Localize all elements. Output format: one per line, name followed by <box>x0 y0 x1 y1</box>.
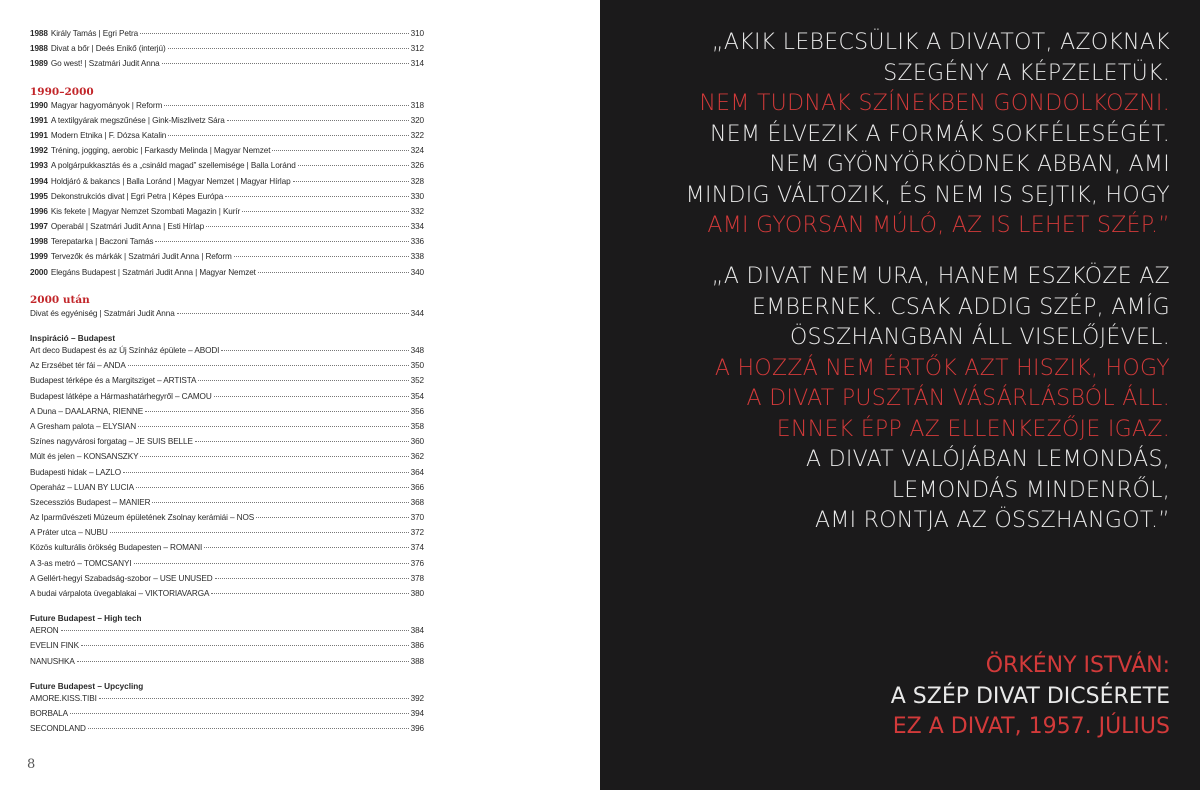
quote-line: A SZÉP DIVAT DICSÉRETE <box>890 683 1170 709</box>
quote-line: EMBERNEK. CSAK ADDIG SZÉP, AMÍG <box>752 294 1170 320</box>
quote-1 <box>686 28 1170 242</box>
toc-entry-year: 1999 <box>30 252 48 262</box>
toc-leader-dots <box>195 441 409 442</box>
quote-line: NEM TUDNAK SZÍNEKBEN GONDOLKOZNI. <box>699 91 1170 116</box>
toc-entry <box>30 407 424 422</box>
toc-leader-dots <box>140 456 408 457</box>
toc-entry-title: Divat a bőr | Deés Enikő (interjú) <box>50 44 166 54</box>
toc-leader-dots <box>221 350 408 351</box>
toc-leader-dots <box>298 165 409 166</box>
toc-entry <box>30 146 424 161</box>
toc-entry <box>30 177 424 192</box>
toc-entry-year: 1993 <box>30 161 48 171</box>
toc-leader-dots <box>88 728 409 729</box>
toc-entry-page: 318 <box>410 100 424 110</box>
toc-leader-dots <box>164 105 408 106</box>
toc-leader-dots <box>256 517 409 518</box>
quote-line: NEM ÉLVEZIK A FORMÁK SOKFÉLESÉGÉT. <box>709 121 1170 147</box>
quote-line: MINDIG VÁLTOZIK, ÉS NEM IS SEJTIK, HOGY <box>685 182 1170 208</box>
toc-entry-year: 1992 <box>30 146 48 156</box>
toc-entry-year: 1988 <box>30 44 48 54</box>
toc-entry-title: A textilgyárak megszűnése | Gink-Miszlivetz Sára <box>50 115 225 125</box>
toc-entry-page: 344 <box>410 308 424 318</box>
toc-entry-title: A Duna – DAALARNA, RIENNE <box>30 406 144 416</box>
toc-entry-year: 1990 <box>30 100 48 110</box>
quote-line: „AKIK LEBECSÜLIK A DIVATOT, AZOKNAK <box>711 30 1170 55</box>
toc-leader-dots <box>258 272 409 273</box>
toc-entry-title: Tervezők és márkák | Szatmári Judit Anna | Reform <box>50 252 232 262</box>
toc-entry <box>30 237 424 252</box>
toc-leader-dots <box>234 256 409 257</box>
toc-leader-dots <box>168 48 409 49</box>
toc-entry-title: Király Tamás | Egri Petra <box>50 29 139 38</box>
toc-entry-page: 386 <box>410 641 424 651</box>
toc-entry-title: Színes nagyvárosi forgatag – JE SUIS BELLE <box>30 437 193 447</box>
toc-entry-title: Az Erzsébet tér fái – ANDA <box>30 361 126 371</box>
toc-entry-page: 322 <box>410 130 424 140</box>
toc-entry <box>30 498 424 513</box>
quote-line: AMI RONTJA AZ ÖSSZHANGOT.” <box>814 508 1170 533</box>
toc-entry-year: 1991 <box>30 130 48 140</box>
toc-entry-page: 370 <box>410 513 424 523</box>
toc-leader-dots <box>145 411 409 412</box>
toc-leader-dots <box>61 630 409 631</box>
toc-entry <box>30 392 424 407</box>
toc-entry-page: 354 <box>410 391 424 401</box>
toc-entry-title: EVELIN FINK <box>30 641 79 651</box>
toc-leader-dots <box>155 241 408 242</box>
toc-entry-year: 1996 <box>30 206 48 216</box>
toc-entry-page: 368 <box>410 497 424 507</box>
toc-entry-title: Modern Etnika | F. Dózsa Katalin <box>50 130 167 140</box>
toc-entry-year: 1991 <box>30 115 48 125</box>
toc-entry <box>30 422 424 437</box>
toc-leader-dots <box>123 472 409 473</box>
toc-entry-page: 336 <box>410 237 424 247</box>
toc-entry-title: A 3-as metró – TOMCSANYI <box>30 558 132 568</box>
toc-leader-dots <box>168 135 408 136</box>
toc-entry <box>30 528 424 543</box>
toc-entry-page: 378 <box>410 573 424 583</box>
toc-entry-year: 1997 <box>30 222 48 232</box>
toc-leader-dots <box>99 698 409 699</box>
toc-leader-dots <box>293 181 409 182</box>
toc-entry <box>30 346 424 361</box>
quote-line: NEM GYÖNYÖRKÖDNEK ABBAN, AMI <box>769 152 1170 177</box>
toc-entry-title: Operabál | Szatmári Judit Anna | Esti Hírlap <box>50 222 205 232</box>
toc-leader-dots <box>214 396 409 397</box>
toc-entry-year: 1998 <box>30 237 48 247</box>
toc-leader-dots <box>198 380 408 381</box>
toc-leader-dots <box>70 713 409 714</box>
toc-leader-dots <box>225 196 408 197</box>
toc-entry <box>30 574 424 589</box>
toc-leader-dots <box>128 365 409 366</box>
toc-entry <box>30 252 424 267</box>
toc-entry <box>30 116 424 131</box>
toc-leader-dots <box>215 578 409 579</box>
quote-line: AMI GYORSAN MÚLÓ, AZ IS LEHET SZÉP.” <box>707 213 1170 238</box>
toc-entry-title: Divat és egyéniség | Szatmári Judit Anna <box>30 308 175 318</box>
toc-entry-page: 388 <box>410 656 424 666</box>
toc-entry <box>30 452 424 467</box>
toc-entry-title: NANUSHKA <box>30 656 75 666</box>
toc-entry-title: Közös kulturális örökség Budapesten – ROMANI <box>30 543 203 553</box>
toc-entry-page: 360 <box>410 437 424 447</box>
quote-line: LEMONDÁS MINDENRŐL, <box>891 477 1170 503</box>
toc-entry-title: Szecessziós Budapest – MANIER <box>30 497 151 507</box>
section-heading: 1990–2000 <box>30 85 94 98</box>
toc-entry-title: AERON <box>30 626 59 636</box>
toc-entry <box>30 543 424 558</box>
toc-entry-page: 320 <box>410 115 424 125</box>
toc-entry <box>30 376 424 391</box>
toc-entry <box>30 513 424 528</box>
toc-leader-dots <box>140 33 409 34</box>
toc-entry-title: Art deco Budapest és az Új Színház épülete – ABODI <box>30 346 220 355</box>
toc-entry <box>30 468 424 483</box>
toc-entry-title: AMORE.KISS.TIBI <box>30 693 97 703</box>
toc-entry-page: 312 <box>410 44 424 54</box>
toc-entry-page: 324 <box>410 146 424 156</box>
subsection-heading: Future Budapest – Upcycling <box>30 681 144 691</box>
toc-entry <box>30 626 424 641</box>
toc-entry <box>30 131 424 146</box>
section-heading: 2000 után <box>30 293 90 306</box>
toc-entry-year: 1994 <box>30 176 48 186</box>
toc-entry <box>30 694 424 709</box>
toc-entry-page: 372 <box>410 528 424 538</box>
toc-leader-dots <box>272 150 408 151</box>
toc-entry-title: A budai várpalota üvegablakai – VIKTORIAVARGA <box>30 589 210 598</box>
quote-line: EZ A DIVAT, 1957. JÚLIUS <box>892 714 1170 739</box>
toc-entry <box>30 29 424 44</box>
toc-entry <box>30 361 424 376</box>
quote-attribution <box>891 651 1170 743</box>
toc-entry-page: 348 <box>410 346 424 355</box>
toc-entry-year: 1989 <box>30 59 48 69</box>
toc-leader-dots <box>152 502 408 503</box>
toc-entry-title: Magyar hagyományok | Reform <box>50 100 163 110</box>
toc-entry-page: 310 <box>410 29 424 38</box>
quote-line: A DIVAT PUSZTÁN VÁSÁRLÁSBÓL ÁLL. <box>746 386 1170 411</box>
toc-entry-page: 366 <box>410 482 424 492</box>
toc-entry-page: 352 <box>410 376 424 386</box>
toc-entry-title: Budapest térképe és a Margitsziget – ARTISTA <box>30 376 197 386</box>
toc-leader-dots <box>242 211 408 212</box>
toc-entry <box>30 309 424 324</box>
toc-entry-title: SECONDLAND <box>30 724 86 734</box>
toc-entry-title: Terepatarka | Baczoni Tamás <box>50 237 154 247</box>
toc-entry-page: 384 <box>410 626 424 636</box>
toc-entry-page: 362 <box>410 452 424 462</box>
toc-entry-title: Elegáns Budapest | Szatmári Judit Anna | Magyar Nemzet <box>50 267 256 277</box>
toc-entry-title: Go west! | Szatmári Judit Anna <box>50 59 160 69</box>
toc-entry <box>30 657 424 672</box>
quote-line: „A DIVAT NEM URA, HANEM ESZKÖZE AZ <box>711 264 1170 289</box>
toc-leader-dots <box>206 226 409 227</box>
toc-entry-page: 334 <box>410 222 424 232</box>
toc-entry <box>30 192 424 207</box>
toc-entry-page: 392 <box>410 693 424 703</box>
toc-entry-page: 364 <box>410 467 424 477</box>
toc-entry-page: 338 <box>410 252 424 262</box>
toc-entry <box>30 222 424 237</box>
toc-entry-page: 380 <box>410 589 424 598</box>
quote-line: ÖSSZHANGBAN ÁLL VISELŐJÉVEL. <box>789 325 1170 350</box>
toc-entry-page: 394 <box>410 708 424 718</box>
toc-entry <box>30 101 424 116</box>
toc-leader-dots <box>138 426 409 427</box>
toc-entry-page: 340 <box>410 267 424 277</box>
toc-entry-page: 358 <box>410 421 424 431</box>
quote-line: ÖRKÉNY ISTVÁN: <box>985 653 1170 678</box>
toc-entry-year: 1995 <box>30 191 48 201</box>
toc-entry-page: 356 <box>410 406 424 416</box>
right-page <box>600 0 1200 790</box>
toc-entry-page: 330 <box>410 191 424 201</box>
subsection-heading: Future Budapest – High tech <box>30 614 142 624</box>
table-of-contents <box>30 29 424 739</box>
toc-entry <box>30 483 424 498</box>
toc-entry-title: Kis fekete | Magyar Nemzet Szombati Magazin | Kurír <box>50 206 241 216</box>
toc-leader-dots <box>211 593 408 594</box>
toc-entry <box>30 59 424 74</box>
toc-leader-dots <box>162 63 409 64</box>
toc-entry-title: Dekonstrukciós divat | Egri Petra | Képes Európa <box>50 191 224 201</box>
quote-line: A DIVAT VALÓJÁBAN LEMONDÁS, <box>806 447 1170 472</box>
toc-entry-page: 332 <box>410 206 424 216</box>
toc-entry <box>30 207 424 222</box>
toc-entry <box>30 437 424 452</box>
quote-2 <box>712 262 1170 537</box>
toc-entry-title: Múlt és jelen – KONSANSZKY <box>30 452 139 462</box>
toc-leader-dots <box>77 661 409 662</box>
toc-entry <box>30 268 424 283</box>
quote-line: SZEGÉNY A KÉPZELETÜK. <box>883 60 1170 86</box>
toc-leader-dots <box>110 532 409 533</box>
toc-entry-page: 350 <box>410 361 424 371</box>
quote-line: A HOZZÁ NEM ÉRTŐK AZT HISZIK, HOGY <box>714 355 1170 381</box>
toc-entry-title: Operaház – LUAN BY LUCIA <box>30 482 134 492</box>
toc-entry <box>30 724 424 739</box>
toc-entry-title: A Gresham palota – ELYSIAN <box>30 421 137 431</box>
toc-entry-title: A polgárpukkasztás és a „csináld magad” szellemisége | Balla Loránd <box>50 161 296 171</box>
subsection-heading: Inspiráció – Budapest <box>30 334 116 343</box>
toc-entry-title: Holdjáró & bakancs | Balla Loránd | Magyar Nemzet | Magyar Hírlap <box>50 176 291 186</box>
toc-leader-dots <box>134 563 409 564</box>
toc-entry <box>30 709 424 724</box>
toc-entry <box>30 641 424 656</box>
toc-entry-page: 396 <box>410 724 424 734</box>
toc-entry <box>30 161 424 176</box>
toc-entry-page: 328 <box>410 176 424 186</box>
toc-entry-title: A Práter utca – NUBU <box>30 528 108 538</box>
toc-leader-dots <box>204 547 408 548</box>
toc-leader-dots <box>81 645 409 646</box>
toc-entry-title: Az Iparművészeti Múzeum épületének Zsolnay kerámiái – NOS <box>30 513 255 523</box>
toc-entry <box>30 589 424 604</box>
toc-leader-dots <box>227 120 409 121</box>
toc-entry-title: Budapest látképe a Hármashatárhegyről – CAMOU <box>30 391 212 401</box>
toc-entry-page: 374 <box>410 543 424 553</box>
toc-entry <box>30 559 424 574</box>
toc-entry-page: 326 <box>410 161 424 171</box>
toc-entry-title: A Gellért-hegyi Szabadság-szobor – USE UNUSED <box>30 573 213 583</box>
toc-leader-dots <box>177 313 409 314</box>
toc-entry-page: 314 <box>410 59 424 69</box>
toc-entry-title: Budapesti hidak – LAZLO <box>30 467 122 477</box>
toc-entry-year: 2000 <box>30 267 48 277</box>
toc-entry-title: BORBALA <box>30 708 68 718</box>
toc-entry-page: 376 <box>410 558 424 568</box>
quote-line: ENNEK ÉPP AZ ELLENKEZŐJE IGAZ. <box>776 416 1170 442</box>
toc-entry <box>30 44 424 59</box>
page-number: 8 <box>27 757 36 772</box>
toc-entry-title: Tréning, jogging, aerobic | Farkasdy Melinda | Magyar Nemzet <box>50 146 271 156</box>
toc-entry-year: 1988 <box>30 29 48 38</box>
toc-leader-dots <box>136 487 409 488</box>
